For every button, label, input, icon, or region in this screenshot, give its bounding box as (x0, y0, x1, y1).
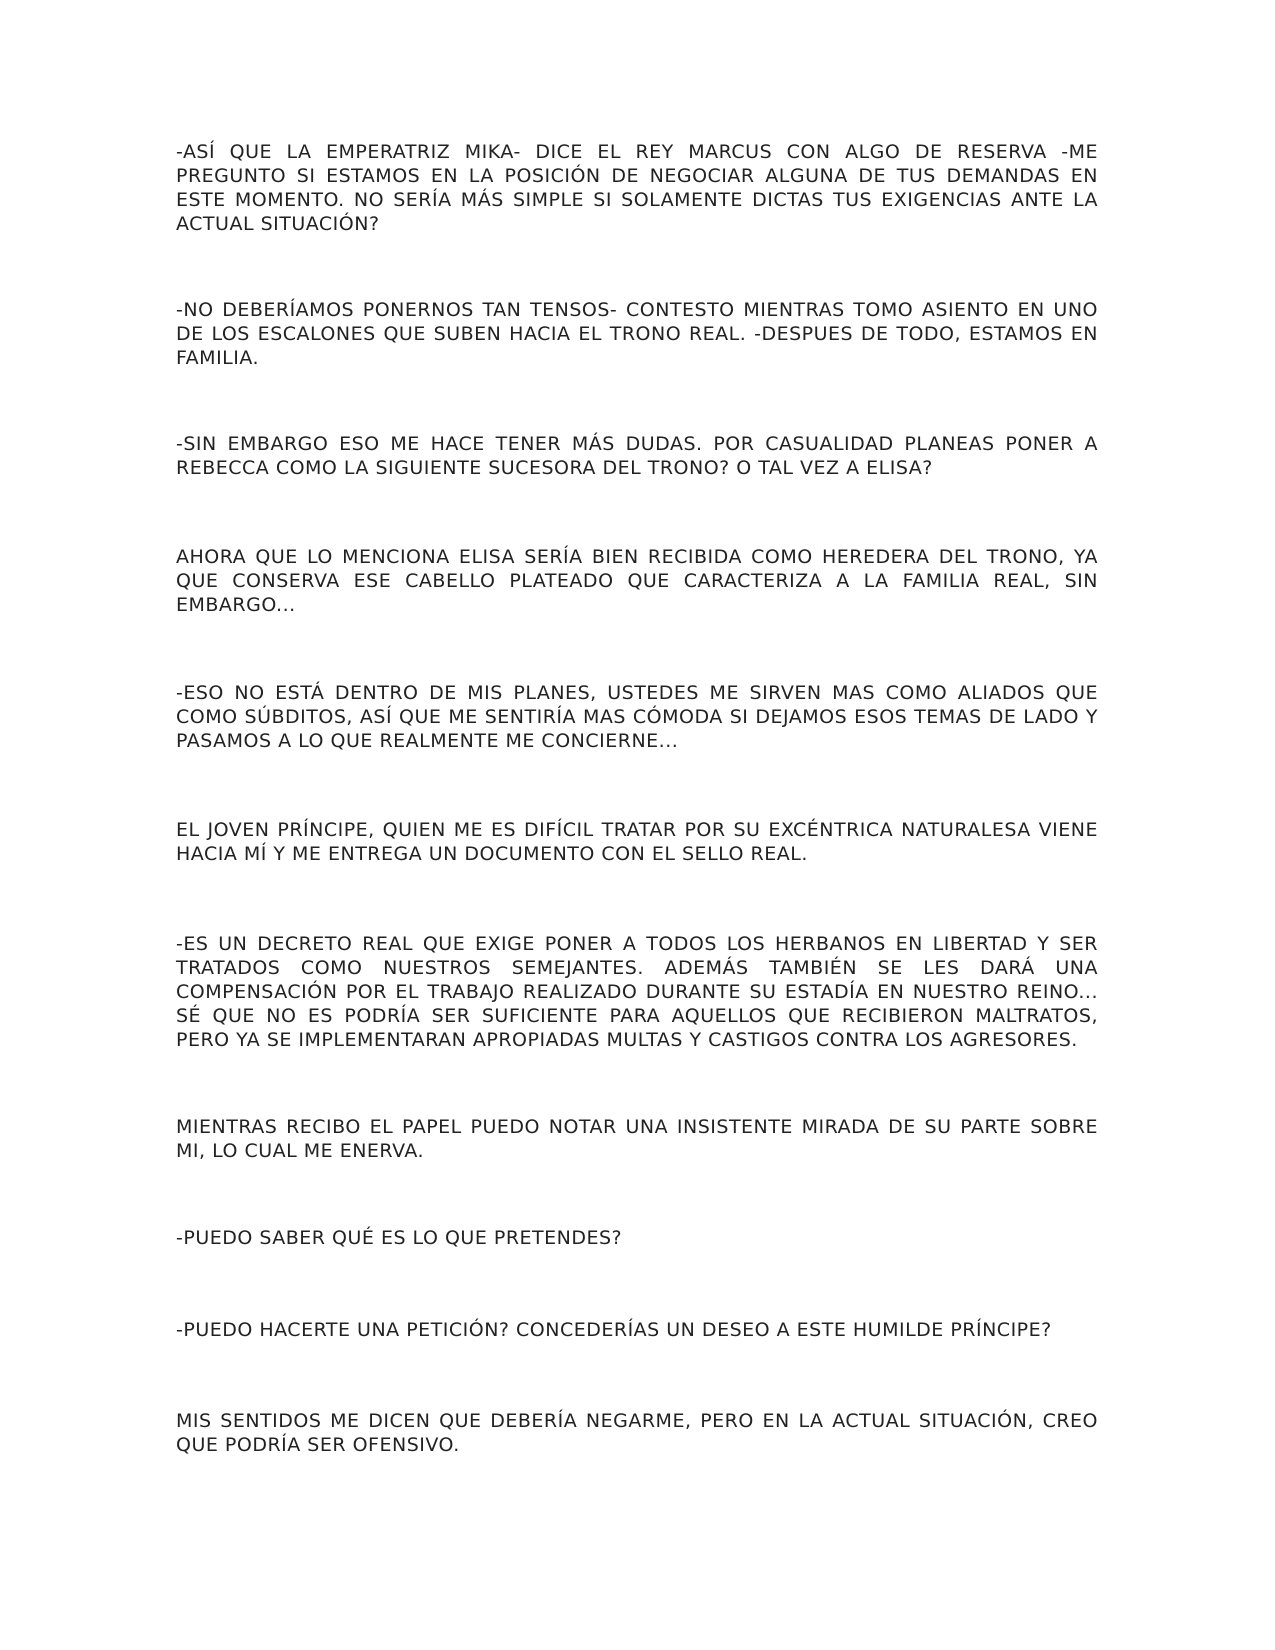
paragraph-2: -NO DEBERÍAMOS PONERNOS TAN TENSOS- CONTESTO MIENTRAS TOMO ASIENTO EN UNO DE LOS ESCALONES QUE SUBEN HACIA EL TRONO REAL. -DESPUES DE TODO, ESTAMOS EN FAMILIA. (176, 299, 1098, 369)
paragraph-10: -PUEDO HACERTE UNA PETICIÓN? CONCEDERÍAS UN DESEO A ESTE HUMILDE PRÍNCIPE? (176, 1319, 1052, 1341)
paragraph-11: MIS SENTIDOS ME DICEN QUE DEBERÍA NEGARME, PERO EN LA ACTUAL SITUACIÓN, CREO QUE PODRÍA SER OFENSIVO. (176, 1410, 1098, 1456)
paragraph-8: MIENTRAS RECIBO EL PAPEL PUEDO NOTAR UNA INSISTENTE MIRADA DE SU PARTE SOBRE MI, LO CUAL ME ENERVA. (176, 1116, 1098, 1162)
paragraph-3: -SIN EMBARGO ESO ME HACE TENER MÁS DUDAS. POR CASUALIDAD PLANEAS PONER A REBECCA COMO LA SIGUIENTE SUCESORA DEL TRONO? O TAL VEZ A ELISA? (176, 433, 1098, 479)
paragraph-9: -PUEDO SABER QUÉ ES LO QUE PRETENDES? (176, 1227, 623, 1249)
paragraph-6: EL JOVEN PRÍNCIPE, QUIEN ME ES DIFÍCIL TRATAR POR SU EXCÉNTRICA NATURALESA VIENE HACIA MÍ Y ME ENTREGA UN DOCUMENTO CON EL SELLO REAL. (176, 819, 1098, 865)
paragraph-4: AHORA QUE LO MENCIONA ELISA SERÍA BIEN RECIBIDA COMO HEREDERA DEL TRONO, YA QUE CONSERVA ESE CABELLO PLATEADO QUE CARACTERIZA A LA FAMILIA REAL, SIN EMBARGO... (176, 546, 1098, 616)
paragraph-7: -ES UN DECRETO REAL QUE EXIGE PONER A TODOS LOS HERBANOS EN LIBERTAD Y SER TRATADOS COMO NUESTROS SEMEJANTES. ADEMÁS TAMBIÉN SE LES DARÁ UNA COMPENSACIÓN POR EL TRABAJO REALIZADO DURANTE SU ESTADÍA EN NUESTRO REINO... SÉ QUE NO ES PODRÍA SER SUFICIENTE PARA AQUELLOS QUE RECIBIERON MALTRATOS, PERO YA SE IMPLEMENTARAN APROPIADAS MULTAS Y CASTIGOS CONTRA LOS AGRESORES. (176, 933, 1098, 1051)
paragraph-5: -ESO NO ESTÁ DENTRO DE MIS PLANES, USTEDES ME SIRVEN MAS COMO ALIADOS QUE COMO SÚBDITOS, ASÍ QUE ME SENTIRÍA MAS CÓMODA SI DEJAMOS ESOS TEMAS DE LADO Y PASAMOS A LO QUE REALMENTE ME CONCIERNE... (176, 682, 1098, 752)
paragraph-1: -ASÍ QUE LA EMPERATRIZ MIKA- DICE EL REY MARCUS CON ALGO DE RESERVA -ME PREGUNTO SI ESTAMOS EN LA POSICIÓN DE NEGOCIAR ALGUNA DE TUS DEMANDAS EN ESTE MOMENTO. NO SERÍA MÁS SIMPLE SI SOLAMENTE DICTAS TUS EXIGENCIAS ANTE LA ACTUAL SITUACIÓN? (176, 141, 1098, 235)
